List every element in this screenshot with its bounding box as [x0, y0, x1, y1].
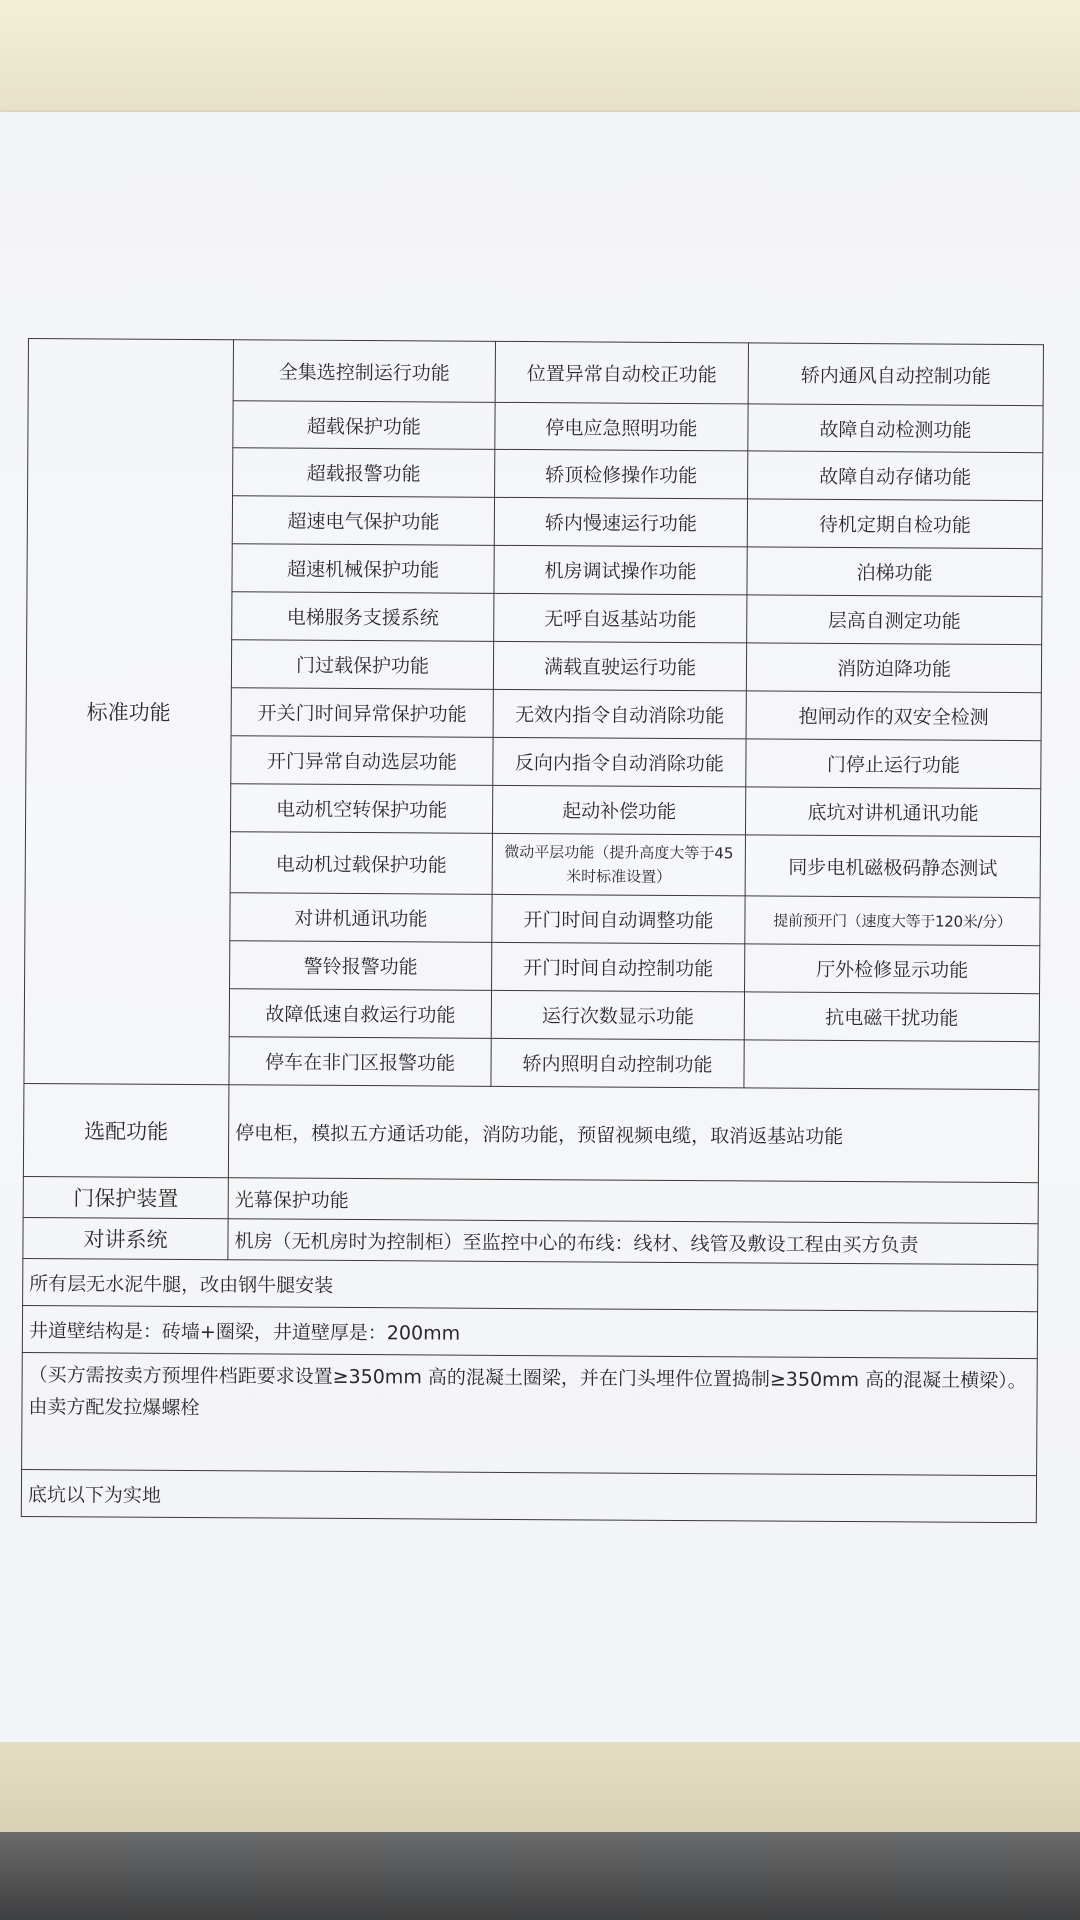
optional-functions-label: 选配功能	[23, 1083, 229, 1177]
note-corbel: 所有层无水泥牛腿，改由钢牛腿安装	[23, 1258, 1038, 1311]
function-cell: 起动补偿功能	[492, 785, 745, 835]
note-pit: 底坑以下为实地	[21, 1469, 1036, 1522]
function-cell: 超速机械保护功能	[232, 544, 494, 594]
background-desk	[0, 1742, 1080, 1832]
function-cell: 故障低速自救运行功能	[229, 989, 491, 1039]
function-cell: 无呼自返基站功能	[494, 593, 747, 643]
function-cell: 底坑对讲机通讯功能	[745, 787, 1040, 837]
function-cell: 开门异常自动选层功能	[231, 736, 493, 786]
note-embedded-parts: （买方需按卖方预埋件档距要求设置≥350mm 高的混凝土圈梁，并在门头埋件位置捣制≥350mm 高的混凝土横梁）。由卖方配发拉爆螺栓	[22, 1352, 1038, 1475]
intercom-system-value: 机房（无机房时为控制柜）至监控中心的布线：线材、线管及敷设工程由买方负责	[228, 1219, 1038, 1265]
optional-functions-value: 停电柜，模拟五方通话功能，消防功能，预留视频电缆，取消返基站功能	[228, 1085, 1039, 1183]
function-cell: 待机定期自检功能	[747, 499, 1042, 549]
function-cell: 门过载保护功能	[231, 640, 493, 690]
table-row	[22, 1305, 1037, 1358]
door-protection-label: 门保护装置	[23, 1176, 228, 1218]
function-cell	[744, 1040, 1039, 1090]
background-bottom	[0, 1832, 1080, 1920]
function-cell: 轿内照明自动控制功能	[491, 1038, 744, 1088]
function-cell: 开关门时间异常保护功能	[231, 688, 493, 738]
table-row	[23, 1083, 1039, 1182]
function-cell: 故障自动检测功能	[748, 404, 1043, 453]
function-cell: 抱闸动作的双安全检测	[746, 691, 1041, 741]
function-cell: 微动平层功能（提升高度大等于45米时标准设置）	[492, 833, 745, 896]
function-cell: 警铃报警功能	[230, 941, 492, 991]
table-row	[22, 1352, 1038, 1475]
elevator-spec-table	[21, 338, 1044, 1523]
function-cell: 超速电气保护功能	[232, 496, 494, 546]
function-cell: 泊梯功能	[747, 547, 1042, 597]
function-cell: 机房调试操作功能	[494, 545, 747, 595]
function-cell: 提前预开门（速度大等于120米/分）	[745, 896, 1040, 946]
function-cell: 故障自动存储功能	[748, 451, 1043, 501]
function-cell: 停车在非门区报警功能	[229, 1037, 491, 1087]
table-row	[28, 339, 1043, 406]
spec-table-container	[21, 338, 1043, 1523]
intercom-system-label: 对讲系统	[23, 1217, 228, 1259]
function-cell: 无效内指令自动消除功能	[493, 689, 746, 739]
function-cell: 电动机空转保护功能	[230, 784, 492, 834]
function-cell: 满载直驶运行功能	[493, 641, 746, 691]
function-cell: 开门时间自动控制功能	[492, 942, 745, 992]
function-cell: 开门时间自动调整功能	[492, 894, 745, 944]
table-row	[23, 1217, 1038, 1264]
function-cell: 电梯服务支援系统	[232, 592, 494, 642]
table-row	[23, 1176, 1038, 1223]
function-cell: 超载保护功能	[233, 401, 495, 450]
function-cell: 位置异常自动校正功能	[495, 341, 748, 404]
table-row	[21, 1469, 1036, 1522]
function-cell: 轿内通风自动控制功能	[748, 343, 1043, 406]
function-cell: 电动机过载保护功能	[230, 832, 492, 895]
function-cell: 超载报警功能	[233, 448, 495, 498]
function-cell: 全集选控制运行功能	[233, 340, 495, 403]
function-cell: 轿内慢速运行功能	[494, 497, 747, 547]
function-cell: 对讲机通讯功能	[230, 893, 492, 943]
door-protection-value: 光幕保护功能	[228, 1178, 1038, 1224]
function-cell: 同步电机磁极码静态测试	[745, 835, 1040, 898]
function-cell: 抗电磁干扰功能	[744, 992, 1039, 1042]
function-cell: 轿顶检修操作功能	[495, 449, 748, 499]
background-top	[0, 0, 1080, 120]
note-shaft-wall: 井道壁结构是：砖墙+圈梁，井道壁厚是：200mm	[22, 1305, 1037, 1358]
function-cell: 反向内指令自动消除功能	[493, 737, 746, 787]
function-cell: 厅外检修显示功能	[745, 944, 1040, 994]
function-cell: 停电应急照明功能	[495, 402, 748, 451]
table-row	[23, 1258, 1038, 1311]
function-cell: 运行次数显示功能	[491, 990, 744, 1040]
function-cell: 层高自测定功能	[747, 595, 1042, 645]
function-cell: 门停止运行功能	[746, 739, 1041, 789]
standard-functions-label: 标准功能	[24, 339, 234, 1085]
function-cell: 消防迫降功能	[746, 643, 1041, 693]
